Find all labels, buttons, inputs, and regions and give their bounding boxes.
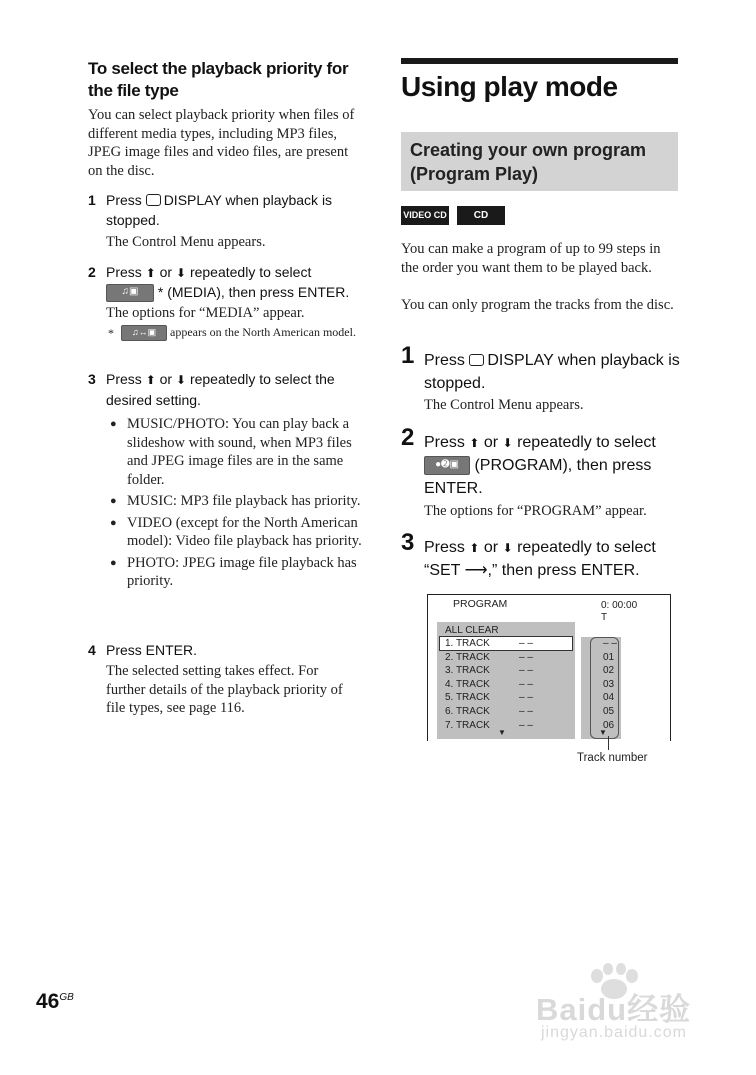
bullet-icon: ● [110,516,117,529]
step-2-line2 [106,283,362,303]
program-number: 01 [603,651,615,663]
step-number: 3 [401,529,415,556]
bullet-icon: ● [110,495,117,507]
track-program-slot: – – [519,692,533,704]
step-note: The selected setting takes effect. For further details of the playback priority of file types, see page 116. [106,663,343,716]
media-icon: ♫▣ [106,284,154,302]
step-text: repeatedly to select [517,434,656,451]
scroll-down-icon: ▼ [599,728,607,737]
scroll-down-icon: ▼ [498,728,506,737]
program-number: 04 [603,692,615,704]
track-row[interactable]: 4. TRACK [445,678,490,690]
step-text: Press [106,264,142,280]
track-program-slot: – – [519,719,533,731]
step-2-text [106,263,362,284]
down-arrow-icon: ⬇ [175,373,187,387]
up-arrow-icon: ⬆ [145,373,156,387]
screen-time-sub: T [601,612,608,623]
track-row[interactable]: 5. TRACK [445,692,490,704]
bullet-list [110,415,362,591]
step-text: or [483,539,499,556]
bullet-text: PHOTO: JPEG image file playback has priority. [127,554,357,589]
caption-leader-line [608,736,609,750]
display-icon [469,354,484,366]
bullet-text: MUSIC/PHOTO: You can play back a slideshow with sound, when MP3 files and JPEG image files are in the same folder. [127,416,352,488]
track-program-slot: – – [519,651,533,663]
track-program-slot: – – [519,638,533,649]
step-note: The Control Menu appears. [424,397,584,413]
step-3-line2 [424,559,680,582]
footnote-mark: * [108,326,114,340]
step-text: Press [424,539,465,556]
step-number: 1 [88,192,96,208]
all-clear-option: ALL CLEAR [445,625,499,636]
cd-badge: CD [457,206,505,225]
step-text: repeatedly to select the desired setting. [106,371,335,408]
down-arrow-icon: ⬇ [175,266,187,280]
page-number-value: 46 [36,990,60,1013]
down-arrow-icon: ⬇ [502,436,513,450]
title-rule [401,58,678,64]
step-number: 1 [401,342,415,369]
step-text: or [159,264,173,280]
bullet-icon: ● [110,556,117,569]
step-text: ,” then press ENTER. [487,562,640,579]
step-2-line2 [424,454,680,500]
step-text: or [159,371,173,387]
section-heading: To select the playback priority for the file type [88,59,349,100]
bullet-text: VIDEO (except for the North American model): Video file playback has priority. [127,514,362,549]
program-number: 05 [603,706,615,717]
watermark-url: jingyan.baidu.com [541,1024,687,1041]
step-text: when playback is stopped. [106,192,333,228]
up-arrow-icon: ⬆ [469,541,480,555]
button-name: DISPLAY [163,192,222,208]
up-arrow-icon: ⬆ [145,266,156,280]
step-3-text [106,370,362,410]
intro-paragraph: You can select playback priority when files of different media types, including MP3 files, JPEG image files and video files, are present on the disc. [88,107,355,179]
step-1-text [106,191,362,230]
program-number: 03 [603,678,615,690]
step-2-text [424,431,680,455]
step-note: The Control Menu appears. [106,234,266,250]
down-arrow-icon: ⬇ [502,541,513,555]
step-text: Press [424,434,465,451]
track-program-slot: – – [519,706,533,717]
program-icon: ●➋▣ [424,456,470,475]
step-text: * (MEDIA), then press ENTER. [157,284,350,300]
program-number: 06 [603,719,615,731]
track-row[interactable]: 3. TRACK [445,665,490,677]
watermark-brand: Baidu经验 [536,992,692,1027]
step-text: “SET [424,562,461,579]
step-number: 2 [401,424,415,451]
page-number [36,990,74,1014]
bullet-text: MUSIC: MP3 file playback has priority. [127,493,361,509]
step-text: Press [106,192,142,208]
list-item [110,492,362,511]
page-title: Using play mode [401,71,618,102]
list-item [110,415,362,489]
step-4-text: Press ENTER. [106,642,198,658]
screen-title: PROGRAM [453,598,508,610]
intro-paragraph: You can make a program of up to 99 steps in the order you want them to be played back. [401,241,661,276]
step-number: 2 [88,264,96,280]
right-arrow-icon: ⟶ [464,562,488,579]
step-text: when playback is stopped. [424,352,680,392]
step-number: 3 [88,371,96,387]
button-name: DISPLAY [487,352,554,369]
step-1-text [424,349,680,395]
step-text: Press [424,352,465,369]
step-text: or [483,434,499,451]
section-subtitle: Creating your own program (Program Play) [410,140,647,184]
step-text: (PROGRAM), then press ENTER. [424,457,652,497]
track-program-slot: – – [519,665,533,677]
intro-paragraph-2: You can only program the tracks from the disc. [401,297,674,313]
step-note: The options for “MEDIA” appear. [106,305,305,321]
track-row[interactable]: 1. TRACK [445,638,490,649]
track-program-slot: – – [519,678,533,690]
step-text: repeatedly to select [189,264,312,280]
program-number: 02 [603,665,615,677]
step-3-text [424,536,680,560]
track-row[interactable]: 6. TRACK [445,706,490,717]
track-row[interactable]: 2. TRACK [445,651,490,663]
track-number-caption: Track number [577,752,648,764]
display-icon [146,194,161,206]
page-suffix: GB [59,992,74,1003]
step-note: The options for “PROGRAM” appear. [424,503,647,519]
media-music-video-icon: ♫↔▣ [121,325,167,341]
list-item [110,554,362,591]
track-row[interactable]: 7. TRACK [445,719,490,731]
step-text: Press [106,371,142,387]
program-number: – – [603,638,617,649]
video-cd-badge: VIDEO CD [401,206,449,225]
footnote [121,324,361,341]
bullet-icon: ● [110,418,117,430]
list-item [110,514,362,551]
footnote-text: appears on the North American model. [170,325,356,339]
screen-time: 0: 00:00 [601,600,638,611]
step-text: repeatedly to select [517,539,656,556]
up-arrow-icon: ⬆ [469,436,480,450]
step-number: 4 [88,642,96,658]
